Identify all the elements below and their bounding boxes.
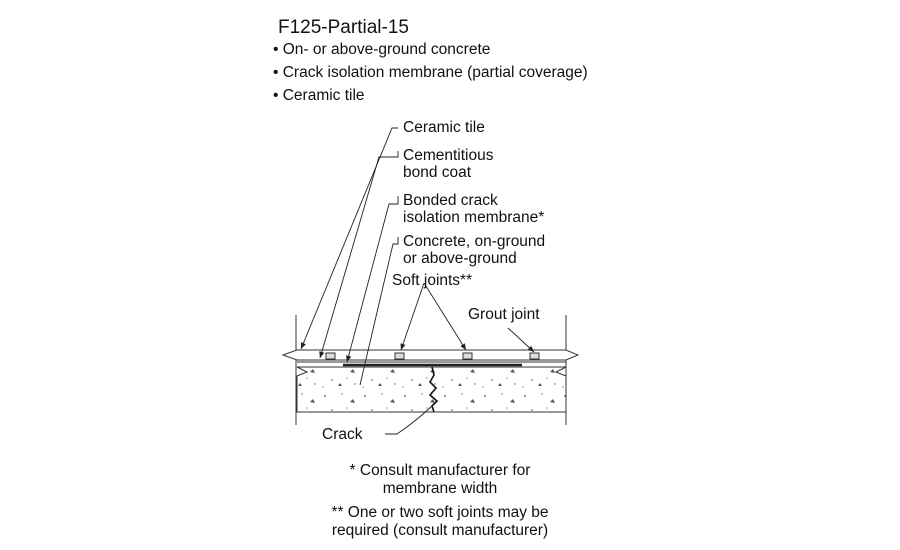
note-2-line-1: ** One or two soft joints may be bbox=[331, 504, 549, 521]
label-concrete-2: or above-ground bbox=[403, 250, 517, 267]
label-ceramic-tile: Ceramic tile bbox=[403, 119, 485, 136]
label-membrane-2: isolation membrane* bbox=[403, 209, 545, 226]
label-grout-joint: Grout joint bbox=[468, 306, 540, 323]
label-crack: Crack bbox=[322, 426, 363, 443]
label-soft-joints: Soft joints** bbox=[392, 272, 473, 289]
concrete-slab bbox=[297, 367, 566, 412]
bullet-1: • On- or above-ground concrete bbox=[273, 41, 491, 58]
bullet-3: • Ceramic tile bbox=[273, 87, 365, 104]
note-1-line-2: membrane width bbox=[382, 480, 498, 497]
label-concrete-1: Concrete, on-ground bbox=[403, 233, 546, 250]
note-1-line-1: * Consult manufacturer for bbox=[349, 462, 531, 479]
bullet-2: • Crack isolation membrane (partial coverage) bbox=[273, 64, 588, 81]
label-membrane-1: Bonded crack bbox=[403, 192, 498, 209]
detail-title: F125-Partial-15 bbox=[278, 17, 409, 38]
label-bond-coat-1: Cementitious bbox=[403, 147, 494, 164]
note-2-line-2: required (consult manufacturer) bbox=[331, 522, 549, 539]
label-bond-coat-2: bond coat bbox=[403, 164, 472, 181]
